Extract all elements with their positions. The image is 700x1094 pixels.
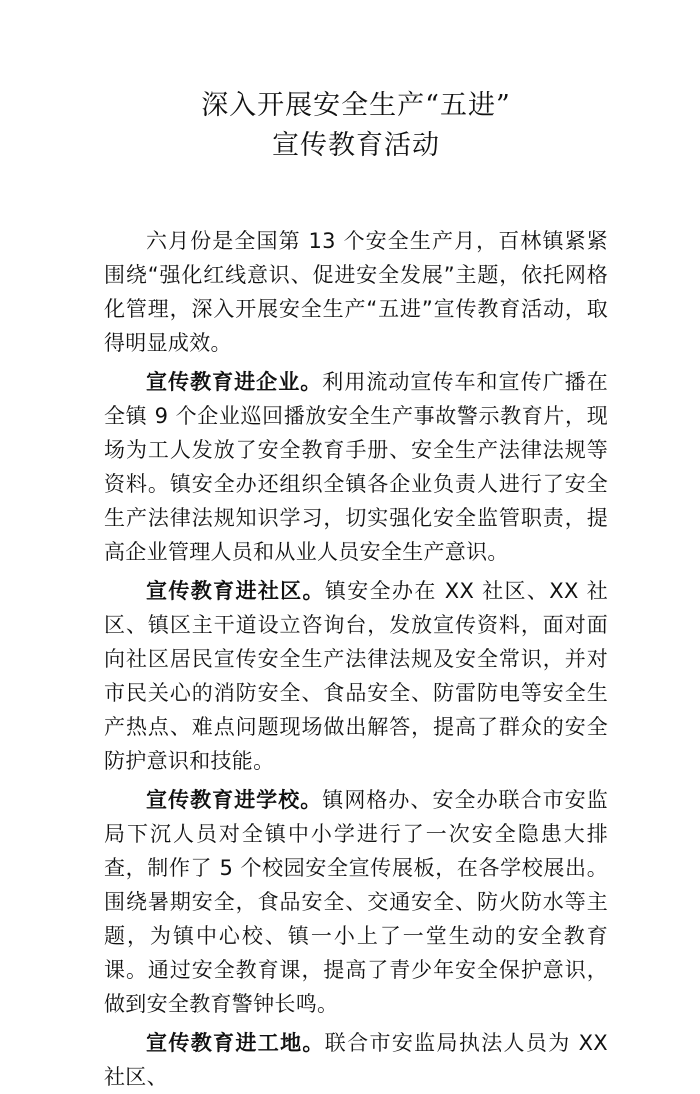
paragraph-body: 联合市安监局执法人员为 XX 社区、 [104,1031,608,1089]
paragraph-school [104,783,608,1021]
title-line-2: 宣传教育活动 [272,130,440,161]
paragraph-body: 镇安全办在 XX 社区、XX 社区、镇区主干道设立咨询台，发放宣传资料，面对面向社区居民宣传安全生产法律法规及安全常识，并对市民关心的消防安全、食品安全、防雷防电等安全生产热点、难点问题现场做出解答，提高了群众的安全防护意识和技能。 [104,579,608,773]
paragraph-body: 六月份是全国第 13 个安全生产月，百林镇紧紧围绕“强化红线意识、促进安全发展”主题，依托网格化管理，深入开展安全生产“五进”宣传教育活动，取得明显成效。 [104,229,608,355]
paragraph-body: 镇网格办、安全办联合市安监局下沉人员对全镇中小学进行了一次安全隐患大排查，制作了 5 个校园安全宣传展板，在各学校展出。围绕暑期安全，食品安全、交通安全、防火防水等主题，为镇中心校、镇一小上了一堂生动的安全教育课。通过安全教育课，提高了青少年安全保护意识，做到安全教育警钟长鸣。 [104,788,608,1016]
document-title [104,86,608,166]
paragraph-community [104,574,608,778]
title-line-1: 深入开展安全生产“五进” [201,90,511,121]
paragraph-lead: 宣传教育进企业。 [146,370,323,394]
paragraph-lead: 宣传教育进工地。 [146,1031,325,1055]
paragraph-enterprise [104,365,608,569]
paragraph-intro [104,224,608,360]
paragraph-body: 利用流动宣传车和宣传广播在全镇 9 个企业巡回播放安全生产事故警示教育片，现场为工人发放了安全教育手册、安全生产法律法规等资料。镇安全办还组织全镇各企业负责人进行了安全生产法律法规知识学习，切实强化安全监管职责，提高企业管理人员和从业人员安全生产意识。 [104,370,608,564]
paragraph-lead: 宣传教育进社区。 [146,579,325,603]
paragraph-lead: 宣传教育进学校。 [146,788,323,812]
paragraph-worksite [104,1026,608,1094]
